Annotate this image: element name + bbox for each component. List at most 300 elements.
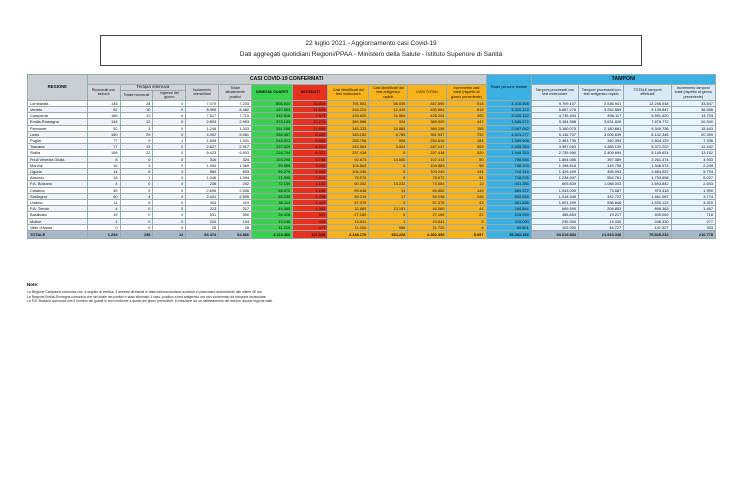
table-cell: 53.474	[186, 231, 219, 239]
table-cell: 248.330	[624, 218, 671, 224]
table-cell: 43	[447, 200, 486, 206]
table-cell: 11.584	[369, 113, 408, 119]
table-cell: 686	[369, 224, 408, 230]
table-cell: 12	[120, 119, 153, 125]
table-cell: 340.394	[579, 138, 624, 144]
table-cell: 60	[87, 193, 120, 199]
table-cell: 732	[447, 131, 486, 137]
notes-title: Note:	[27, 282, 39, 287]
col-header-ricoverati: Ricoverati con sintomi	[87, 85, 120, 101]
table-cell: 11.629	[293, 106, 328, 112]
table-cell: 104	[219, 218, 252, 224]
table-cell: 0	[87, 224, 120, 230]
table-cell: 28	[186, 224, 219, 230]
table-cell: 3.252.569	[579, 106, 624, 112]
table-cell: 66.570	[252, 187, 293, 193]
region-name-cell: Molise	[28, 218, 88, 224]
table-cell: 0	[153, 212, 186, 218]
table-cell: 0	[369, 150, 408, 156]
table-cell: 4.358	[293, 169, 328, 175]
table-cell: 99.955	[252, 162, 293, 168]
table-cell: 36.586	[671, 106, 715, 112]
table-cell: 59.219	[328, 193, 369, 199]
table-cell: 531	[186, 212, 219, 218]
table-cell: 11.720	[408, 224, 447, 230]
table-cell: 554.761	[579, 175, 624, 181]
table-cell: 99	[447, 162, 486, 168]
table-cell: 6.021	[293, 150, 328, 156]
table-cell: 242	[219, 181, 252, 187]
table-cell: 77	[87, 138, 120, 144]
table-cell: 15.443	[671, 125, 715, 131]
table-cell: 3	[120, 162, 153, 168]
table-cell: 69.848	[328, 187, 369, 193]
table-cell: 0	[153, 175, 186, 181]
region-name-cell: Lazio	[28, 131, 88, 137]
table-cell: 605.839	[531, 181, 578, 187]
table-cell: 392	[447, 113, 486, 119]
table-cell: 3.320.122	[486, 106, 531, 112]
table-cell: 852.034	[486, 193, 531, 199]
table-cell: 447	[447, 119, 486, 125]
table-cell: 20.340	[671, 119, 715, 125]
region-name-cell: Abruzzo	[28, 175, 88, 181]
table-cell: 102.000	[531, 224, 578, 230]
table-cell: 253.708	[328, 138, 369, 144]
col-header-casi-totali: CASI TOTALI	[408, 85, 447, 101]
table-cell: 2.917	[219, 144, 252, 150]
table-cell: 2.463.735	[531, 138, 578, 144]
table-cell: 418.224	[328, 106, 369, 112]
table-cell: 13.191	[369, 206, 408, 212]
table-cell: 2.735.950	[531, 150, 578, 156]
table-cell: 8.785	[369, 131, 408, 137]
table-cell: 13.841	[328, 218, 369, 224]
table-cell: 1.294	[87, 231, 120, 239]
table-cell: 59.236	[408, 193, 447, 199]
table-cell: 4.302.393	[408, 231, 447, 239]
table-cell: 45	[87, 187, 120, 193]
table-cell: 431.285	[486, 181, 531, 187]
col-header-incremento: Incremento casi totali (rispetto al giorno precedente)	[447, 85, 486, 101]
table-cell: 2.180.661	[579, 125, 624, 131]
table-cell: 57.370	[408, 200, 447, 206]
table-cell: 2.505	[219, 193, 252, 199]
note-line: La Regione Emilia-Romagna comunica che del totale dei positivi è stato eliminato 1 caso, positivo a test antigenico ma non confermato da tampone molecolare.	[27, 294, 267, 299]
table-cell: 1.693.842	[624, 181, 671, 187]
table-cell: 215.000	[486, 218, 531, 224]
table-cell: 509	[447, 144, 486, 150]
table-cell: 1.363	[293, 206, 328, 212]
table-cell: 166	[87, 113, 120, 119]
table-cell: 2.067.052	[486, 125, 531, 131]
region-name-cell: Friuli Venezia Giulia	[28, 156, 88, 162]
table-cell: 7.878.772	[624, 119, 671, 125]
table-cell: 6.423	[186, 150, 219, 156]
table-cell: 217	[219, 206, 252, 212]
table-cell: 10	[120, 106, 153, 112]
table-cell: 973.418	[624, 187, 671, 193]
region-name-cell: P.A. Bolzano	[28, 181, 88, 187]
table-cell: 9	[120, 138, 153, 144]
table-cell: 0	[369, 200, 408, 206]
col-header-molecolare: Casi identificati dal test molecolare	[328, 85, 369, 101]
table-cell: 22	[447, 212, 486, 218]
table-cell: 338.467	[252, 131, 293, 137]
table-cell: 0	[153, 206, 186, 212]
table-cell: 0	[120, 156, 153, 162]
table-cell: 689.590	[531, 206, 578, 212]
col-header-tamp-inc: Incremento tamponi totali (rispetto al giorno precedente)	[671, 85, 715, 101]
table-cell: 237.418	[408, 150, 447, 156]
col-header-antigenico: Casi identificati dal test antigenico rapido	[369, 85, 408, 101]
table-cell: 73.584	[408, 181, 447, 187]
table-cell: 9.139.847	[624, 106, 671, 112]
report-subtitle: Dati aggregati quotidiani Regioni/PPAA - Ministero della Salute - Istituto Superiore di Sanità	[239, 51, 503, 58]
table-cell: 2.953	[219, 119, 252, 125]
table-cell: 2	[153, 144, 186, 150]
table-cell: 208.853	[579, 206, 624, 212]
table-cell: 898.363	[624, 206, 671, 212]
table-cell: 277	[671, 218, 715, 224]
table-cell: 442.722	[579, 193, 624, 199]
region-name-cell: Basilicata	[28, 212, 88, 218]
table-cell: 419	[219, 200, 252, 206]
table-cell: 14	[87, 169, 120, 175]
table-cell: 1.001.299	[531, 200, 578, 206]
report-title: 22 luglio 2021 - Aggiornamento casi Covid-19	[305, 40, 437, 47]
table-cell: 473	[293, 224, 328, 230]
table-cell: 428.204	[408, 113, 447, 119]
table-cell: 401.838	[486, 200, 531, 206]
table-cell: 13.841	[408, 218, 447, 224]
table-cell: 20.359	[671, 131, 715, 137]
table-cell: 104.563	[328, 162, 369, 168]
table-cell: 2.536.941	[579, 100, 624, 106]
region-name-cell: Sardegna	[28, 193, 88, 199]
table-cell: 1.248	[186, 125, 219, 131]
table-cell: 134	[87, 119, 120, 125]
table-cell: 4.320	[671, 200, 715, 206]
table-cell: 11.219	[252, 224, 293, 230]
col-header-ti-ingressi: Ingressi del giorno	[153, 90, 186, 100]
table-cell: 5.887.278	[531, 106, 578, 112]
table-cell: 5.372.202	[624, 144, 671, 150]
table-cell: 430.664	[408, 106, 447, 112]
col-header-isolamento: Isolamento domiciliare	[186, 85, 219, 101]
table-cell: 2.455.254	[486, 144, 531, 150]
table-cell: 0	[153, 224, 186, 230]
table-cell: 4.416.468	[486, 100, 531, 106]
table-cell: 4.735.403	[531, 113, 578, 119]
table-cell: 55.114	[252, 200, 293, 206]
group-header-row	[28, 75, 716, 85]
table-cell: 44	[447, 206, 486, 212]
table-cell: 0	[153, 119, 186, 125]
table-cell: 0	[369, 162, 408, 168]
table-cell: 27.169	[408, 212, 447, 218]
table-cell: 4.521.277	[486, 131, 531, 137]
region-name-cell: Piemonte	[28, 125, 88, 131]
table-cell: 746.103	[486, 162, 531, 168]
table-cell: 4.902	[186, 131, 219, 137]
table-cell: 0	[153, 169, 186, 175]
region-name-cell: Marche	[28, 162, 88, 168]
table-cell: 75.572	[328, 175, 369, 181]
table-cell: 0	[153, 113, 186, 119]
region-name-cell: Calabria	[28, 187, 88, 193]
table-cell: 1.303	[219, 125, 252, 131]
table-cell: 719.314	[486, 169, 531, 175]
table-cell: 26.028	[252, 212, 293, 218]
table-cell: 4.933	[671, 156, 715, 162]
table-cell: 91	[447, 175, 486, 181]
table-cell: 0	[120, 212, 153, 218]
table-cell: 3.788	[293, 156, 328, 162]
table-cell: 53.619.884	[531, 231, 578, 239]
table-cell: 14	[369, 187, 408, 193]
table-cell: 149.756	[579, 162, 624, 168]
table-cell: 107.413	[408, 156, 447, 162]
table-cell: 0	[153, 156, 186, 162]
table-cell: 5.794	[671, 169, 715, 175]
table-cell: 158	[87, 150, 120, 156]
table-cell: 28	[120, 100, 153, 106]
table-cell: 8.390	[186, 106, 219, 112]
region-name-cell: Puglia	[28, 138, 88, 144]
table-cell: 8	[87, 156, 120, 162]
table-cell: 550	[219, 212, 252, 218]
table-cell: 27.169	[328, 212, 369, 218]
table-cell: 0	[153, 162, 186, 168]
group-terapia: Terapia intensiva	[120, 85, 186, 91]
region-name-cell: Toscana	[28, 144, 88, 150]
table-cell: 237.418	[328, 150, 369, 156]
table-cell: 19	[87, 212, 120, 218]
table-cell: 1.949.333	[486, 150, 531, 156]
table-cell: 0	[153, 131, 186, 137]
table-cell: 4	[120, 193, 153, 199]
table-cell: 1.043.005	[531, 187, 578, 193]
table-cell: 18.865	[369, 125, 408, 131]
table-cell: 11.034	[328, 224, 369, 230]
table-cell: 92.873	[328, 156, 369, 162]
table-cell: 158	[120, 231, 153, 239]
table-cell: 7.070	[186, 100, 219, 106]
totals-label: TOTALE	[28, 231, 88, 239]
table-cell: 1.064	[219, 175, 252, 181]
table-cell: 1.346.574	[624, 162, 671, 168]
table-cell: 397.389	[579, 156, 624, 162]
table-cell: 0	[120, 181, 153, 187]
table-cell: 5.136.707	[531, 131, 578, 137]
col-header-deceduti: DECEDUTI	[293, 85, 328, 101]
table-cell: 1.461.067	[624, 193, 671, 199]
table-cell: 1.569	[219, 162, 252, 168]
table-cell: 1	[153, 138, 186, 144]
table-cell: 2.656	[219, 187, 252, 193]
table-cell: 513	[447, 100, 486, 106]
table-cell: 17	[369, 193, 408, 199]
table-cell: 99.279	[252, 169, 293, 175]
table-cell: 104.240	[408, 169, 447, 175]
table-cell: 1.845	[186, 138, 219, 144]
table-cell: 1.385.139	[579, 144, 624, 150]
table-cell: 104.240	[328, 169, 369, 175]
region-name-cell: Lombardia	[28, 100, 88, 106]
table-cell: 155	[447, 125, 486, 131]
table-cell: 104.563	[408, 162, 447, 168]
table-cell: 791.551	[328, 100, 369, 106]
table-cell: 243.563	[328, 144, 369, 150]
table-cell: 0	[153, 193, 186, 199]
table-cell: 3.631.826	[579, 119, 624, 125]
table-cell: 1.018.345	[531, 193, 578, 199]
table-cell: 75.572	[408, 175, 447, 181]
table-cell: 12	[447, 181, 486, 187]
region-name-cell: Umbria	[28, 200, 88, 206]
table-cell: 50	[447, 156, 486, 162]
table-cell: 154	[447, 138, 486, 144]
table-cell: 12.246.048	[624, 100, 671, 106]
table-cell: 44.727	[579, 224, 624, 230]
table-cell: 8.389	[293, 131, 328, 137]
region-name-cell: Valle d'Aosta	[28, 224, 88, 230]
table-cell: 5.591.620	[624, 113, 671, 119]
table-cell: 12	[120, 113, 153, 119]
table-cell: 1.884.522	[624, 169, 671, 175]
table-cell: 385.853	[531, 212, 578, 218]
col-header-guariti: DIMESSI/ GUARITI	[252, 85, 293, 101]
table-cell: 235.300	[531, 218, 578, 224]
table-cell: 3	[447, 218, 486, 224]
table-cell: 432.916	[252, 113, 293, 119]
table-cell: 706.046	[486, 156, 531, 162]
region-name-cell: P.A. Trento	[28, 206, 88, 212]
table-cell: 0	[120, 206, 153, 212]
table-cell: 334	[369, 119, 408, 125]
table-cell: 7.233	[219, 100, 252, 106]
table-cell: 29	[120, 131, 153, 137]
table-cell: 7.336	[671, 138, 715, 144]
table-cell: 603	[219, 169, 252, 175]
table-cell: 238	[186, 181, 219, 187]
table-cell: 1.530.122	[624, 200, 671, 206]
table-cell: 135	[87, 100, 120, 106]
table-cell: 5.154.588	[531, 119, 578, 125]
table-cell: 836.117	[579, 113, 624, 119]
table-cell: 389.586	[328, 119, 369, 125]
table-cell: 33.547	[671, 100, 715, 106]
table-cell: 0	[153, 100, 186, 106]
table-cell: 11	[87, 200, 120, 206]
table-cell: 889.972	[486, 187, 531, 193]
table-cell: 5.027	[671, 175, 715, 181]
table-cell: 46.060	[408, 206, 447, 212]
table-cell: 13.245	[252, 218, 293, 224]
table-cell: 28	[219, 224, 252, 230]
table-cell: 4.148.170	[328, 231, 369, 239]
table-cell: 72.159	[252, 181, 293, 187]
table-cell: 403	[186, 200, 219, 206]
table-cell: 847.590	[408, 100, 447, 106]
table-cell: 6	[120, 169, 153, 175]
table-cell: 56.039	[369, 100, 408, 106]
table-cell: 0	[153, 150, 186, 156]
table-cell: 364.198	[408, 125, 447, 131]
table-cell: 5	[120, 187, 153, 193]
region-name-cell: Emilia-Romagna	[28, 119, 88, 125]
table-cell: 3.005.639	[579, 131, 624, 137]
col-header-positivi: Totale attualmente positivi	[219, 85, 252, 101]
table-cell: 3.774	[671, 193, 715, 199]
table-cell: 69.801	[486, 224, 531, 230]
table-cell: 1.183	[293, 181, 328, 187]
table-cell: 224.794	[252, 150, 293, 156]
table-cell: 12.440	[369, 106, 408, 112]
covid-data-table	[27, 74, 716, 239]
table-cell: 410.553	[252, 106, 293, 112]
table-cell: 1.238.937	[531, 175, 578, 181]
table-cell: 103.298	[252, 156, 293, 162]
table-cell: 333	[671, 224, 715, 230]
table-cell: 351.196	[252, 125, 293, 131]
table-cell: 57.370	[328, 200, 369, 206]
table-cell: 0	[120, 218, 153, 224]
table-cell: 718.076	[486, 175, 531, 181]
table-cell: 22	[120, 150, 153, 156]
col-header-regione: REGIONE	[28, 75, 88, 101]
table-cell: 345.333	[328, 125, 369, 131]
table-cell: 2.249	[671, 162, 715, 168]
table-cell: 244.021	[252, 138, 293, 144]
table-cell: 2.543	[671, 181, 715, 187]
table-cell: 1.046	[186, 175, 219, 181]
region-name-cell: Campania	[28, 113, 88, 119]
col-header-persone: Totale persone testate	[486, 75, 531, 101]
table-cell: 0	[153, 181, 186, 187]
table-cell: 247.147	[408, 144, 447, 150]
table-body	[28, 100, 716, 238]
table-cell: 14.793	[671, 113, 715, 119]
table-cell: 405.069	[624, 212, 671, 218]
table-cell: 246	[447, 193, 486, 199]
table-cell: 455.093	[579, 169, 624, 175]
table-cell: 1.429.409	[531, 169, 578, 175]
table-cell: 583	[186, 169, 219, 175]
table-cell: 52	[87, 125, 120, 131]
table-cell: 3.039	[293, 162, 328, 168]
table-cell: 1.457	[671, 206, 715, 212]
table-cell: 0	[120, 224, 153, 230]
table-cell: 254.616	[408, 138, 447, 144]
table-cell: 716	[671, 212, 715, 218]
table-cell: 16	[87, 162, 120, 168]
table-cell: 6.603	[219, 150, 252, 156]
table-cell: 13.152	[671, 150, 715, 156]
table-cell: 18	[87, 175, 120, 181]
table-cell: 2.441	[186, 193, 219, 199]
table-cell: 35.492.194	[486, 231, 531, 239]
table-cell: 0	[369, 175, 408, 181]
table-cell: 316	[186, 156, 219, 162]
table-cell: 44.480	[252, 206, 293, 212]
table-cell: 493	[293, 218, 328, 224]
group-confermati: CASI COVID-19 CONFERMATI	[87, 75, 486, 85]
table-cell: 103	[186, 218, 219, 224]
table-cell: 373.133	[252, 119, 293, 125]
table-cell: 2.804.129	[624, 138, 671, 144]
